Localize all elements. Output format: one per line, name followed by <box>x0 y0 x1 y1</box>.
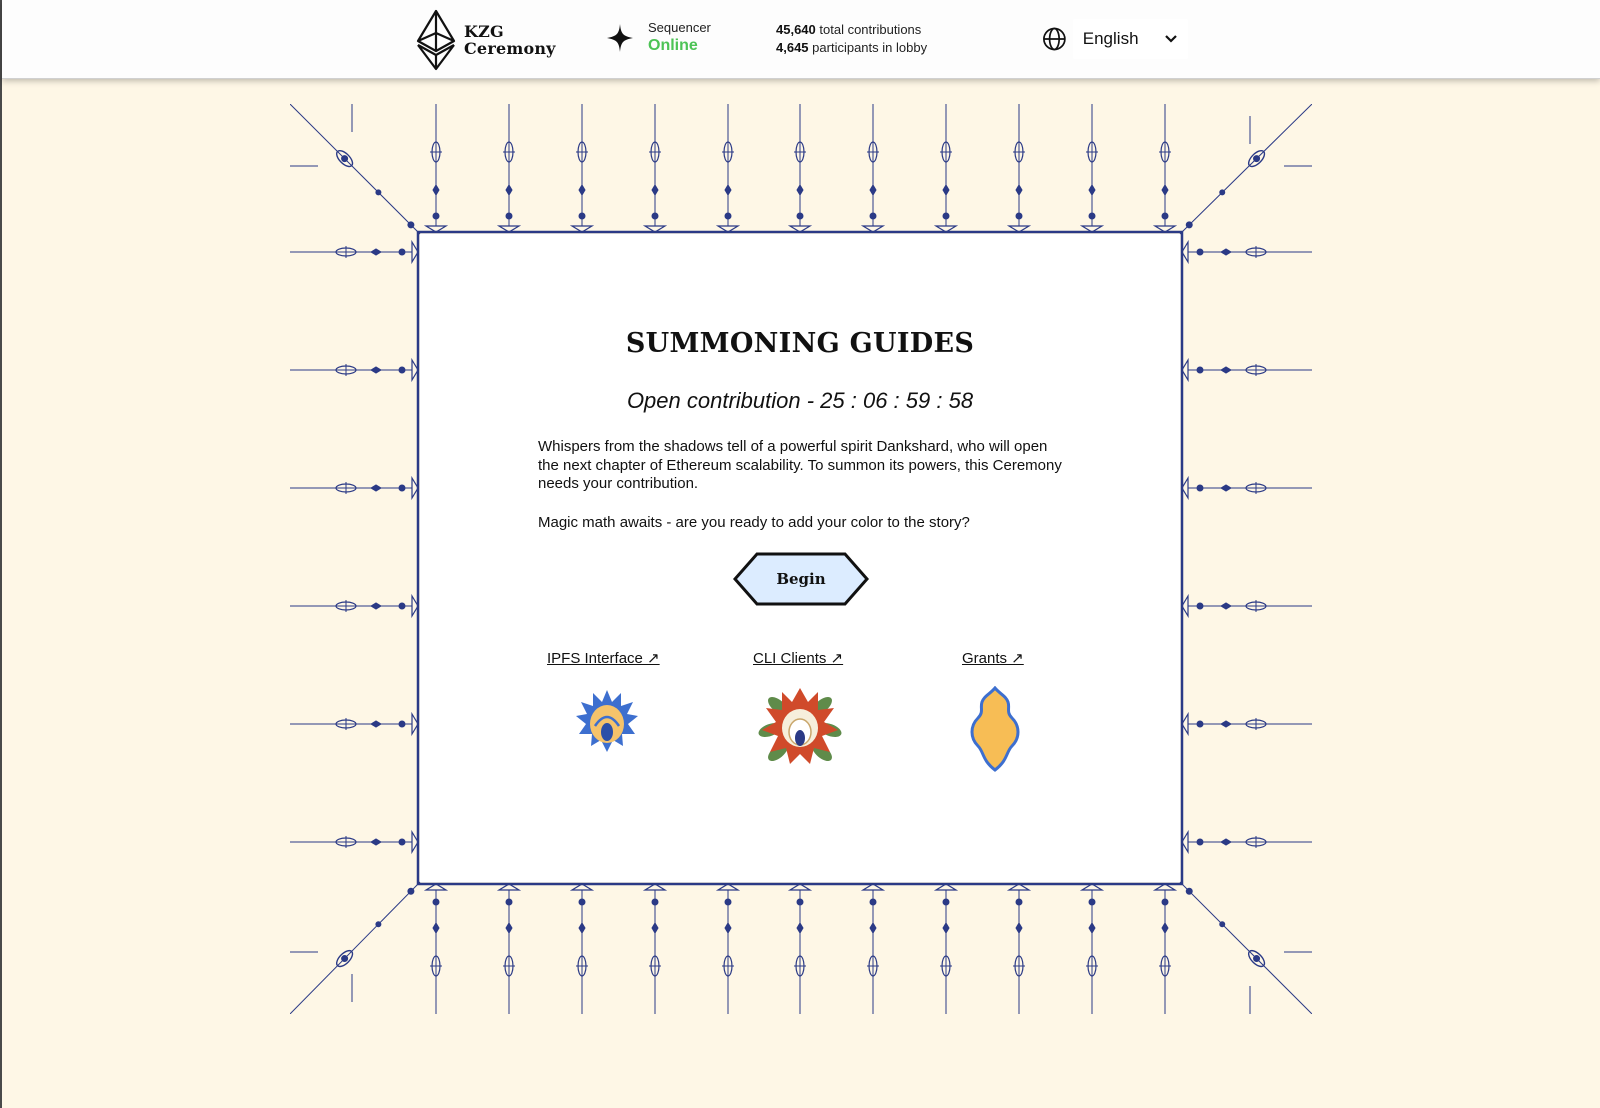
participants-stat <box>776 39 927 57</box>
total-contributions-label: total contributions <box>819 22 922 37</box>
language-value: English <box>1082 29 1139 48</box>
ornament-mark <box>342 956 348 962</box>
logo-text <box>464 23 556 57</box>
ornament-mark <box>1186 888 1192 894</box>
ornament-mark <box>399 249 405 255</box>
ethereum-logo-icon <box>416 9 456 71</box>
ornament-mark <box>1197 249 1203 255</box>
ornament-mark <box>376 922 381 927</box>
ornament-mark <box>652 213 658 219</box>
ornament-mark <box>1162 213 1168 219</box>
ornament-mark <box>1186 222 1192 228</box>
ornament-mark <box>797 185 803 195</box>
ornament-mark <box>1016 923 1022 933</box>
home-logo-link[interactable] <box>416 9 556 71</box>
ornament-mark <box>870 899 876 905</box>
ornament-mark <box>371 721 381 727</box>
ornament-mark <box>399 839 405 845</box>
ornament-mark <box>1180 882 1312 1014</box>
ornament-mark <box>725 185 731 195</box>
total-contributions-stat <box>776 21 927 39</box>
window-edge <box>0 0 2 1108</box>
ornament-mark <box>433 923 439 933</box>
ornament-mark <box>1089 185 1095 195</box>
ornament-mark <box>399 367 405 373</box>
ornament-mark <box>1197 485 1203 491</box>
ornament-mark <box>1197 721 1203 727</box>
ornament-mark <box>579 213 585 219</box>
ornament-mark <box>943 923 949 933</box>
ornament-mark <box>506 899 512 905</box>
ceremony-stats <box>776 21 927 57</box>
ipfs-interface-link[interactable]: IPFS Interface ↗ <box>547 650 660 667</box>
ornament-mark <box>506 923 512 933</box>
ornament-mark <box>1220 922 1225 927</box>
ornament-mark <box>371 839 381 845</box>
ornament-mark <box>1162 185 1168 195</box>
ornament-mark <box>1016 213 1022 219</box>
ornament-mark <box>1254 156 1260 162</box>
ornament-mark <box>1220 190 1225 195</box>
chevron-down-icon <box>1164 34 1178 44</box>
ornament-mark <box>943 899 949 905</box>
globe-icon <box>1042 26 1067 52</box>
language-dropdown[interactable] <box>1073 19 1188 59</box>
begin-button-label: Begin <box>776 570 826 588</box>
ornament-mark <box>376 190 381 195</box>
ornament-mark <box>1221 485 1231 491</box>
ornament-mark <box>870 923 876 933</box>
language-selector[interactable] <box>1042 19 1188 59</box>
ornament-mark <box>1016 185 1022 195</box>
participants-label: participants in lobby <box>812 40 928 55</box>
ornament-mark <box>1221 367 1231 373</box>
ornament-mark <box>725 899 731 905</box>
ornament-mark <box>433 185 439 195</box>
ornament-mark <box>1221 603 1231 609</box>
ornament-mark <box>797 213 803 219</box>
ornament-mark <box>399 603 405 609</box>
ornament-mark <box>342 156 348 162</box>
ornament-mark <box>579 899 585 905</box>
ornament-mark <box>1180 104 1312 234</box>
ornament-mark <box>371 485 381 491</box>
logo-line-2: Ceremony <box>464 39 556 58</box>
ornament-mark <box>399 721 405 727</box>
ornament-mark <box>870 213 876 219</box>
ornament-mark <box>943 185 949 195</box>
ornament-mark <box>652 899 658 905</box>
ornament-mark <box>1089 899 1095 905</box>
ornament-mark <box>1016 899 1022 905</box>
ornament-mark <box>797 923 803 933</box>
ornament-mark <box>433 899 439 905</box>
ornament-mark <box>408 888 414 894</box>
sequencer-online-status: Online <box>648 37 698 54</box>
ornament-mark <box>1162 923 1168 933</box>
main-card <box>420 234 1180 882</box>
ornament-mark <box>290 104 420 234</box>
ornament-mark <box>870 185 876 195</box>
total-contributions-count: 45,640 <box>776 22 816 37</box>
contribution-countdown: Open contribution - 25 : 06 : 59 : 58 <box>626 388 974 413</box>
red-flower-icon <box>758 686 842 766</box>
ornament-mark <box>1197 839 1203 845</box>
participants-count: 4,645 <box>776 40 809 55</box>
begin-button[interactable] <box>733 552 869 606</box>
sparkle-icon <box>606 23 634 53</box>
ornament-mark <box>290 882 420 1014</box>
ornament-mark <box>506 185 512 195</box>
page-title: SUMMONING GUIDES <box>625 328 975 359</box>
ornament-mark <box>371 603 381 609</box>
ornament-mark <box>399 485 405 491</box>
ornament-mark <box>371 249 381 255</box>
ornament-mark <box>797 899 803 905</box>
cli-clients-link[interactable]: CLI Clients ↗ <box>753 650 844 667</box>
ornament-mark <box>408 222 414 228</box>
ornament-mark <box>943 213 949 219</box>
ornament-mark <box>725 923 731 933</box>
top-bar <box>2 0 1600 79</box>
blue-flower-icon <box>575 688 639 758</box>
ornament-mark <box>506 213 512 219</box>
sequencer-status <box>606 20 711 56</box>
ornament-mark <box>371 367 381 373</box>
prompt-paragraph: Magic math awaits - are you ready to add your color to the story? <box>538 514 970 531</box>
ornament-mark <box>1197 603 1203 609</box>
ornament-mark <box>1089 923 1095 933</box>
yellow-vase-icon <box>966 686 1024 772</box>
intro-paragraph: Whispers from the shadows tell of a powerful spirit Dankshard, who will open the next chapter of Ethereum scalability. To summon its powers, this Ceremony needs your contribution. <box>538 438 1062 492</box>
ornament-mark <box>1089 213 1095 219</box>
ornament-mark <box>1221 249 1231 255</box>
ornament-mark <box>652 185 658 195</box>
ornament-mark <box>1254 956 1260 962</box>
ornament-mark <box>1162 899 1168 905</box>
ornament-mark <box>433 213 439 219</box>
ornament-mark <box>579 923 585 933</box>
ornament-mark <box>725 213 731 219</box>
sequencer-label: Sequencer <box>648 20 711 35</box>
ornament-mark <box>579 185 585 195</box>
ornament-mark <box>1197 367 1203 373</box>
ornament-mark <box>652 923 658 933</box>
grants-link[interactable]: Grants ↗ <box>962 650 1024 667</box>
logo-line-1: KZG <box>464 22 504 41</box>
ornament-mark <box>1221 721 1231 727</box>
ornament-mark <box>1221 839 1231 845</box>
